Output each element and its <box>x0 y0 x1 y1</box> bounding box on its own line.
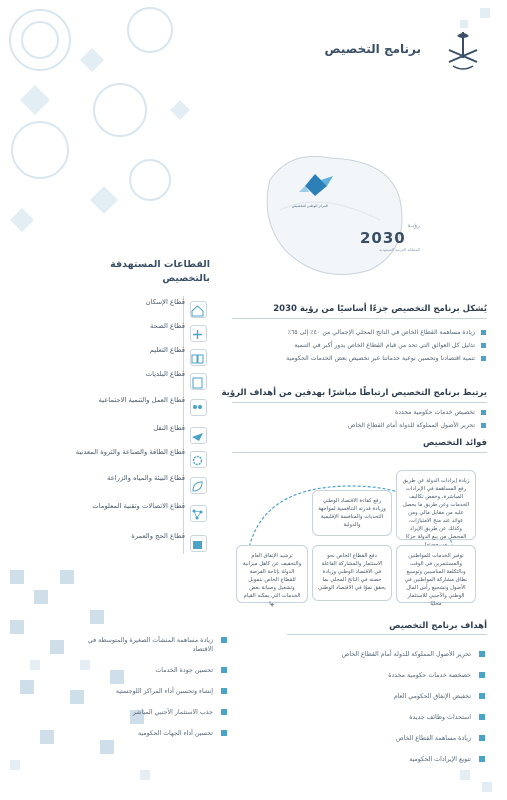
goal-item: تخفيض الإنفاق الحكومي العام <box>305 692 485 701</box>
goal-item: تحرير الأصول المملوكة للدولة أمام القطاع الخاص <box>305 650 485 659</box>
sector-item <box>110 322 220 346</box>
goals-rule <box>287 634 487 635</box>
pillar-title: يُشكل برنامج التخصيص جزءًا أساسيًا من رؤية 2030 <box>273 304 487 314</box>
health-icon <box>190 325 207 342</box>
sector-item <box>110 346 220 370</box>
sector-label: قطاع الاتصالات وتقنية المعلومات <box>92 502 185 510</box>
goal-item: تحسين أداء الجهات الحكومية <box>87 729 227 738</box>
page-header <box>240 28 483 78</box>
sector-item <box>107 474 220 498</box>
goal-item: خصخصة خدمات حكومية محددة <box>305 671 485 680</box>
sector-item <box>110 370 220 394</box>
vision-country: المملكة العربية السعودية <box>378 247 420 252</box>
sector-item <box>98 396 220 420</box>
goal-item: استحداث وظائف جديدة <box>305 713 485 722</box>
pillar-bullet: تنمية اقتصادنا وتحسين نوعية خدماتنا عبر تخصيص بعض الخدمات الحكومية <box>286 352 487 365</box>
goal-item: جذب الاستثمار الأجنبي المباشر <box>87 708 227 717</box>
vision-year: 2030 <box>360 229 406 247</box>
sector-item <box>110 298 220 322</box>
sector-label: قطاع الحج والعمرة <box>131 532 185 540</box>
benefit-card: دفع القطاع الخاص نحو الاستثمار والمشاركة الفاعلة في الاقتصاد الوطني وزيادة حصته في الناتج المحلي بما يحقق نموًا في الاقتصاد الوطني <box>312 545 392 601</box>
goal-item: إنشاء وتحسين أداء المراكز اللوجستية <box>87 687 227 696</box>
network-icon <box>190 505 207 522</box>
sector-item <box>75 448 220 472</box>
vision-label: رؤيـة <box>407 222 420 229</box>
book-icon <box>190 349 207 366</box>
link-title: يرتبط برنامج التخصيص ارتباطًا مباشرًا بهدفين من أهداف الرؤية <box>221 388 487 398</box>
ncp-mark-icon <box>275 172 345 198</box>
sector-label: قطاع النقل <box>153 424 185 432</box>
saudi-emblem-icon <box>443 28 483 74</box>
benefit-card: ترشيد الإنفاق العام والتخفيف عن كاهل ميزانية الدولة بإتاحة الفرصة للقطاع الخاص بتمويل وتشغيل وصيانة بعض الخدمات التي يمكنه القيام بها <box>236 545 308 603</box>
ncp-logo-text: المركز الوطني للتخصيص <box>291 204 329 208</box>
goals-title: أهداف برنامج التخصيص <box>389 621 487 631</box>
leaf-icon <box>190 477 207 494</box>
benefits-rule <box>232 452 487 453</box>
pillar-bullet: تذليل كل العوائق التي تحد من قيام القطاع الخاص بدور أكبر في التنمية <box>286 339 487 352</box>
sector-label: قطاع البيئة والمياه والزراعة <box>107 474 185 482</box>
page-title: برنامج التخصيص <box>324 42 421 56</box>
benefit-card: زيادة إيرادات الدولة عن طريق رفع المساهمة في الإيرادات المباشرة، وخفض تكاليف الخدمات وعن طريق ما يحصل عليه من مقابل مالي ومن عوائد عند منح الامتيازات، وكذلك عن طريق الإيراد المحصل من بيع الدولة جزءًا <box>396 470 476 540</box>
sector-label: قطاع الإسكان <box>145 298 185 306</box>
goals-list-left <box>87 636 227 750</box>
pillar-bullets <box>286 326 487 365</box>
pillar-bullet: زيادة مساهمة القطاع الخاص في الناتج المحلي الإجمالي من ٤٠٪ إلى ٦٥٪ <box>286 326 487 339</box>
sector-label: قطاع الطاقة والصناعة والثروة المعدنية <box>75 448 185 456</box>
goal-item: تحسين جودة الخدمات <box>87 666 227 675</box>
plane-icon <box>190 427 207 444</box>
building-icon <box>190 373 207 390</box>
sectors-heading: القطاعات المستهدفة بالتخصيص <box>110 259 210 284</box>
link-rule <box>232 402 487 403</box>
logos-background-shape <box>260 150 410 280</box>
house-icon <box>190 301 207 318</box>
benefit-card: توفير الخدمات للمواطنين والمستثمرين في الوقت وبالتكلفة المناسبين وتوسيع نطاق مشاركة المواطنين في الأصول وتشجيع رأس المال الوطني والأجنبي للاستثمار محليًا <box>396 545 476 603</box>
goals-list-right <box>305 650 485 776</box>
ncp-logo <box>275 172 345 208</box>
sector-item <box>92 502 220 526</box>
sector-label: قطاع البلديات <box>145 370 185 378</box>
benefit-card: رفع كفاءة الاقتصاد الوطني وزيادة قدرته التنافسية لمواجهة التحديات والمنافسة الإقليمية والدولية <box>312 490 392 536</box>
vision-2030-logo <box>360 222 420 252</box>
benefits-title: فوائد التخصيص <box>422 438 487 448</box>
sector-item <box>110 532 220 556</box>
sector-label: قطاع العمل والتنمية الاجتماعية <box>98 396 185 404</box>
goal-item: تنويع الإيرادات الحكومية <box>305 755 485 764</box>
decorative-pattern-top-left <box>0 0 200 250</box>
sector-label: قطاع التعليم <box>149 346 185 354</box>
link-bullet: تحرير الأصول المملوكة للدولة أمام القطاع الخاص <box>348 419 487 432</box>
kaaba-icon <box>190 535 207 552</box>
link-bullet: تخصيص خدمات حكومية محددة <box>348 406 487 419</box>
sector-item <box>110 424 220 448</box>
link-bullets <box>348 406 487 432</box>
gear-icon <box>190 451 207 468</box>
people-icon <box>190 399 207 416</box>
pillar-rule <box>232 318 487 319</box>
goal-item: زيادة مساهمة القطاع الخاص <box>305 734 485 743</box>
goal-item: زيادة مساهمة المنشآت الصغيرة والمتوسطة في الاقتصاد <box>87 636 227 654</box>
sector-label: قطاع الصحة <box>150 322 185 330</box>
